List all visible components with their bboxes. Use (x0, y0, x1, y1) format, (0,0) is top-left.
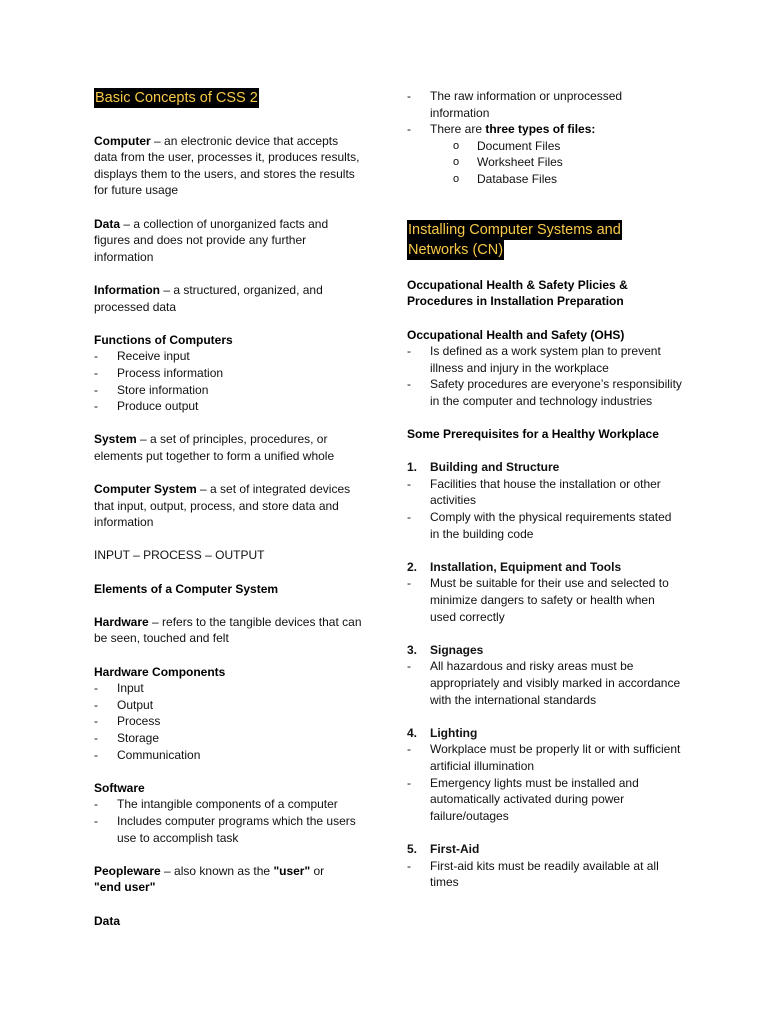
list-item: - Produce output (94, 398, 364, 415)
list-item: o Database Files (407, 171, 682, 188)
list-item: - Process (94, 713, 364, 730)
definition-system: System – a set of principles, procedures, or elements put together to form a unified whole (94, 432, 335, 463)
list-item: - Emergency lights must be installed and automatically activated during power failure/outages (407, 775, 682, 825)
list-item: - There are three types of files: (407, 121, 682, 138)
ohs-policies-title: Occupational Health & Safety Plicies & Procedures in Installation Preparation (407, 277, 628, 309)
list-item: - The raw information or unprocessed information (407, 88, 682, 121)
list-item: - First-aid kits must be readily available at all times (407, 858, 682, 891)
list-item: - Store information (94, 382, 364, 399)
definition-hardware: Hardware – refers to the tangible devices that can be seen, touched and felt (94, 614, 362, 646)
section-building: 1. Building and Structure - Facilities that house the installation or other activities - Comply with the physical requirements stated in the building code (407, 459, 682, 542)
section-lighting: 4. Lighting - Workplace must be properly lit or with sufficient artificial illumination - Emergency lights must be installed and automatically activated during power failure/outages (407, 725, 682, 825)
section-first-aid: 5. First-Aid - First-aid kits must be readily available at all times (407, 841, 682, 891)
list-item: - Process information (94, 365, 364, 382)
list-item: - Communication (94, 747, 364, 764)
section-heading-css: Basic Concepts of CSS 2 (95, 90, 258, 106)
elements-title: Elements of a Computer System (94, 581, 279, 596)
list-item: - Facilities that house the installation or other activities (407, 476, 682, 509)
list-item: - Workplace must be properly lit or with sufficient artificial illumination (407, 741, 682, 774)
definition-computer-system: Computer System – a set of integrated devices that input, output, process, and store data and information (94, 482, 351, 530)
right-column (407, 88, 682, 891)
list-item: o Document Files (407, 138, 682, 155)
definition-information: Information – a structured, organized, and processed data (94, 282, 323, 314)
list-item: o Worksheet Files (407, 154, 682, 171)
list-item: - Receive input (94, 348, 364, 365)
list-item: - Input (94, 680, 364, 697)
list-item: - Is defined as a work system plan to prevent illness and injury in the workplace (407, 343, 682, 376)
section-installation: 2. Installation, Equipment and Tools - Must be suitable for their use and selected to minimize dangers to safety or health when used correctly (407, 559, 682, 625)
ohs-list (407, 343, 682, 409)
list-item: - Storage (94, 730, 364, 747)
section-heading-cn: Installing Computer Systems and Networks (CN) (408, 222, 621, 259)
definition-peopleware: Peopleware – also known as the "user" or "end user" (94, 863, 325, 895)
prereq-title: Some Prerequisites for a Healthy Workplace (407, 427, 659, 442)
list-item: - All hazardous and risky areas must be appropriately and visibly marked in accordance with the international standards (407, 658, 682, 708)
list-item: - Safety procedures are everyone’s responsibility in the computer and technology industries (407, 376, 682, 409)
software-title: Software (94, 780, 145, 795)
file-types-list (407, 138, 682, 188)
functions-list (94, 348, 364, 414)
ohs-title: Occupational Health and Safety (OHS) (407, 327, 625, 342)
left-column (94, 88, 364, 929)
list-item: - Includes computer programs which the users use to accomplish task (94, 813, 364, 846)
definition-data: Data – a collection of unorganized facts and figures and does not provide any further information (94, 216, 329, 264)
ipo-text: INPUT – PROCESS – OUTPUT (94, 548, 265, 563)
hardware-components-list (94, 680, 364, 763)
data-title: Data (94, 913, 121, 928)
list-item: - Comply with the physical requirements stated in the building code (407, 509, 682, 542)
data-list (407, 88, 682, 138)
definition-computer: Computer – an electronic device that accepts data from the user, processes it, produces results, displays them to the users, and stores the results for future usage (94, 133, 360, 198)
section-signages: 3. Signages - All hazardous and risky areas must be appropriately and visibly marked in accordance with the international standards (407, 642, 682, 708)
list-item: - Output (94, 697, 364, 714)
functions-title: Functions of Computers (94, 332, 233, 347)
hardware-components-title: Hardware Components (94, 664, 226, 679)
list-item: - Must be suitable for their use and selected to minimize dangers to safety or health when used correctly (407, 575, 682, 625)
list-item: - The intangible components of a computer (94, 796, 364, 813)
software-list (94, 796, 364, 846)
